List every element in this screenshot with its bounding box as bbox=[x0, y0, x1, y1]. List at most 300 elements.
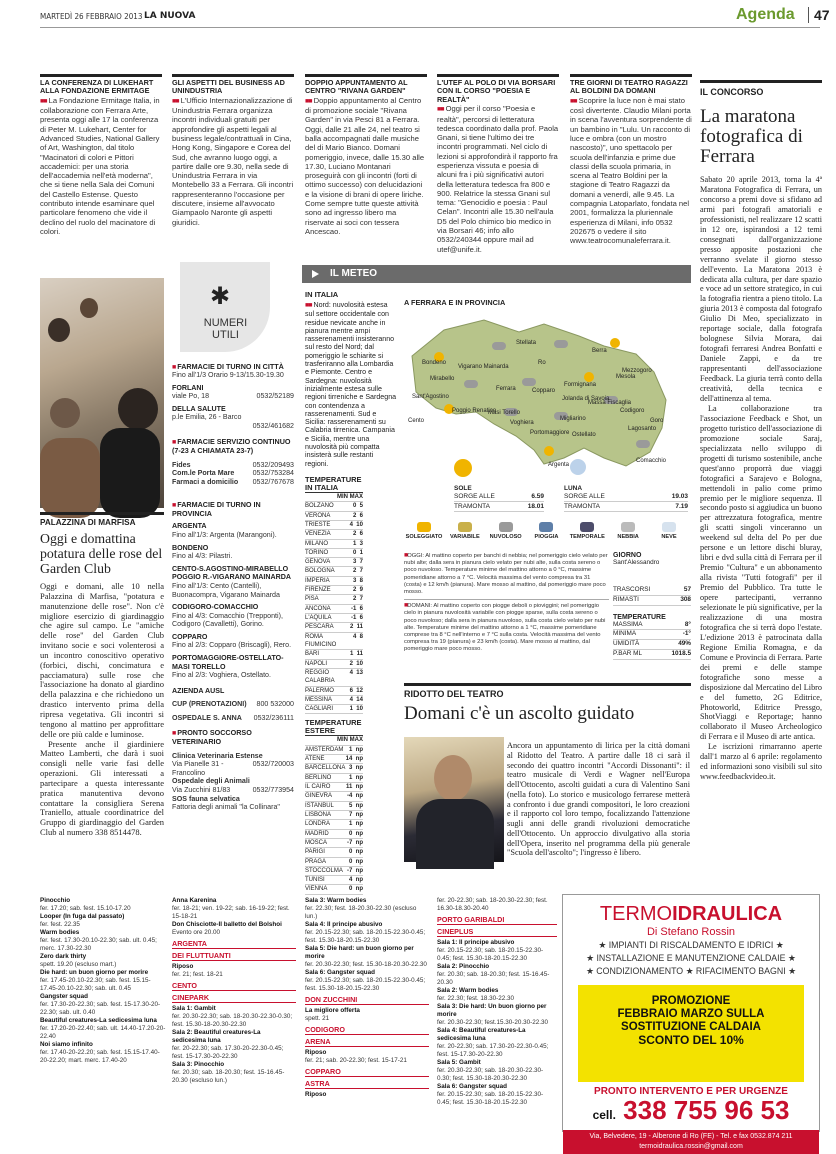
city-name: CAGLIARI bbox=[305, 706, 334, 713]
min-max: 2 7 bbox=[352, 568, 363, 575]
news-brief-2 bbox=[172, 74, 294, 227]
service-phone: 0532/767678 bbox=[252, 477, 294, 486]
temp-row bbox=[305, 549, 363, 558]
vet-name: Ospedale degli Animali bbox=[172, 777, 250, 786]
storm-icon bbox=[580, 522, 594, 532]
article-kicker: IL CONCORSO bbox=[700, 80, 822, 97]
city-label: Migliarino bbox=[560, 416, 586, 422]
min-max: 2 6 bbox=[352, 512, 363, 519]
film-title: Die hard: un buon giorno per morire bbox=[40, 969, 149, 976]
reading-label: MINIMA bbox=[613, 630, 637, 638]
min-max: 11 np bbox=[345, 784, 363, 790]
city-name: GENOVA bbox=[305, 559, 331, 566]
film-title: La migliore offerta bbox=[305, 1007, 360, 1014]
film-title: Sala 4: Beautiful creatures-La sedicesima luna bbox=[437, 1027, 526, 1042]
province-pharmacies bbox=[172, 522, 294, 680]
city-name: ANCONA bbox=[305, 605, 331, 612]
min-max: 4 10 bbox=[349, 521, 363, 528]
vet-row bbox=[172, 760, 294, 777]
ad-emergency: PRONTO INTERVENTO E PER URGENZE bbox=[594, 1086, 788, 1097]
temp-row bbox=[305, 502, 363, 511]
forecast-domani: ■DOMANI: Al mattino coperto con piogge deboli o pioviggini; nel pomeriggio cielo in pianura nuvolosità variabile con piogge sparse, sulla costa sereno o poco nuvoloso; dalla sera in pianura nuvoloso, sulla costa cielo velato per nubi alte. Temperature minime del mattino attorno a 1 °C, massime pomeridiane comprese tra 8 °C nell'interno e 7 °C sulla costa. Velocità massima del vento compresa tra 19 (pianura) e 23 km/h (costa). Mare mosso al mattino, dal pomeriggio mare poco mosso. bbox=[404, 599, 609, 653]
badge-label: NUMERI UTILI bbox=[203, 317, 248, 341]
city-name: FIRENZE bbox=[305, 587, 331, 594]
ausl-name: OSPEDALE S. ANNA bbox=[172, 714, 242, 723]
film-title: Riposo bbox=[172, 963, 194, 970]
meteo-italia bbox=[305, 290, 397, 895]
ad-owner: Di Stefano Rossin bbox=[646, 926, 736, 938]
concorso-article bbox=[700, 80, 822, 782]
news-brief-3 bbox=[305, 74, 427, 236]
showtimes: fer. 17.20-20-22.40; sab. ult. 14.40-17.20-20-22.40 bbox=[40, 1025, 166, 1040]
min-max: 6 12 bbox=[349, 687, 363, 694]
legend-label: PIOGGIA bbox=[534, 534, 559, 540]
moonrise-row: SORGE ALLE 19.03 bbox=[564, 493, 688, 500]
showtimes: fer. fest. 22.35 bbox=[40, 921, 80, 928]
legend-item bbox=[567, 520, 607, 552]
meteo-header: IL METEO bbox=[302, 265, 691, 283]
reading-row bbox=[613, 621, 691, 631]
showtimes: fer. 20.30; sab. 18-20.30; fest. 15-16.45-20.30 (escluso lun.) bbox=[172, 1069, 285, 1084]
showtimes: fer. 17.30-20-22.30; sab. fest. 15-17.30-20-22.30; sab. ult. 0.40 bbox=[40, 1001, 161, 1016]
meteo-provincia bbox=[404, 298, 687, 468]
showtimes: fer. 20.15-22.30; sab. 18-20.15-22.30-0.45; fest. 15.30-18-20.15-22.30 bbox=[437, 947, 544, 962]
sunny-icon bbox=[417, 522, 431, 532]
cinema-venue: ARGENTA bbox=[172, 940, 296, 949]
cloud-icon bbox=[464, 380, 478, 388]
min-max: -1 6 bbox=[350, 615, 363, 621]
city-name: MOSCA bbox=[305, 839, 328, 846]
city-name: NAPOLI bbox=[305, 660, 328, 667]
min-max: 4 13 bbox=[349, 669, 363, 676]
temp-row bbox=[305, 848, 363, 857]
cinema-venue: CINEPLUS bbox=[437, 928, 557, 937]
brief-title: DOPPIO APPUNTAMENTO AL CENTRO "RIVANA GARDEN" bbox=[305, 74, 427, 96]
vet-name: Fattoria degli animali "la Collinara" bbox=[172, 803, 280, 812]
garden-club-photo bbox=[40, 278, 164, 508]
service-phone: 0532/753284 bbox=[252, 469, 294, 478]
termoidraulica-ad bbox=[562, 894, 820, 1150]
article-paragraph: Sabato 20 aprile 2013, torna la 4ª Maratona Fotografica di Ferrara, un concorso a premi dove si sfidano ad armi pari fotografi amatoriali e professionisti, nel realizzare 12 scatti in 12 ore, ispirandosi a 12 temi consegnati dall'organizzazione presso apposite postazioni che verranno svelate il giorno stesso dell'evento. La Maratona 2013 è dedicata alla cultura, per dare spazio e voce ad un settore strategico, in cui la fotografia rientra a pieno titolo. La giuria 2013 è composta dal fotografo Giulio Di Meo, specializzato in reportage sociale, dalla fotografa bolognese Silvia Morara, dai fotografi ferraresi Andrea Bonfatti e Daniele Zappi, e da tre rappresentanti dell'associazione Feedback. La giuria terrà conto della creatività, della tecnica e dell'attinenza al tema. bbox=[700, 175, 822, 403]
legend-label: VARIABILE bbox=[449, 534, 480, 540]
sun-icon bbox=[544, 446, 554, 456]
city-label: Sant'Agostino bbox=[412, 394, 449, 400]
temp-row bbox=[305, 687, 363, 696]
city-name: PRAGA bbox=[305, 858, 327, 865]
minmax-col: MIN MAX bbox=[337, 737, 363, 744]
city-label: Copparo bbox=[532, 388, 556, 394]
vet-name: Clinica Veterinaria Estense bbox=[172, 751, 263, 760]
temp-row bbox=[305, 577, 363, 586]
days-passed: TRASCORSI 57 bbox=[613, 586, 691, 596]
film-title: Sala 1: Gambit bbox=[172, 1005, 216, 1012]
cinema-column bbox=[40, 897, 166, 1065]
temp-row bbox=[305, 746, 363, 755]
showtimes: fer. 17.20; sab. fest. 15.10-17.20 bbox=[40, 905, 131, 912]
district-name: ARGENTA bbox=[172, 522, 207, 531]
news-brief-4 bbox=[437, 74, 559, 254]
vet-row bbox=[172, 752, 294, 761]
ad-phone: cell. 338 755 96 53 bbox=[592, 1095, 790, 1125]
cloud-icon bbox=[522, 378, 536, 386]
ad-brand: TERMOIDRAULICA bbox=[599, 903, 783, 925]
min-max: 1 3 bbox=[352, 540, 363, 547]
cinema-venue: ASTRA bbox=[305, 1080, 429, 1089]
district-name: BONDENO bbox=[172, 543, 209, 552]
film-title: Sala 4: Il principe abusivo bbox=[305, 921, 383, 928]
city-label: Ro bbox=[538, 360, 546, 366]
temp-row bbox=[305, 876, 363, 885]
film-title: Gangster squad bbox=[40, 993, 88, 1000]
film-title: Sala 1: Il principe abusivo bbox=[437, 939, 515, 946]
cloud-icon bbox=[636, 440, 650, 448]
vet-row bbox=[172, 786, 294, 795]
min-max: 0 np bbox=[348, 858, 363, 865]
section-heading: ■ FARMACIE DI TURNO IN PROVINCIA bbox=[172, 500, 261, 519]
temp-row bbox=[305, 885, 363, 894]
promo-line: FEBBRAIO MARZO SULLA bbox=[617, 1008, 765, 1020]
min-max: -7 np bbox=[347, 839, 363, 846]
marfisa-article bbox=[40, 512, 164, 838]
showtimes: fer. 21; fest. 18-21 bbox=[172, 971, 223, 978]
min-max: 5 np bbox=[348, 802, 363, 809]
temperature-italia-table bbox=[305, 476, 363, 715]
article-kicker: PALAZZINA DI MARFISA bbox=[40, 512, 164, 527]
legend-item bbox=[526, 520, 566, 552]
showtimes: fer. fest. 17.30-20.10-22.30; sab. ult. 0.45; merc. 17.30-22.30 bbox=[40, 937, 157, 952]
reading-label: MASSIMA bbox=[613, 620, 643, 628]
cinema-venue: CENTO bbox=[172, 982, 296, 991]
reading-row bbox=[613, 640, 691, 650]
film-title: Pinocchio bbox=[40, 897, 71, 904]
vet-name: Via Pianelle 31 - Francolino bbox=[172, 760, 224, 777]
temp-row bbox=[305, 558, 363, 567]
min-max: 3 7 bbox=[352, 559, 363, 566]
cinema-column bbox=[172, 897, 296, 1085]
city-label: Mezzogoro bbox=[622, 368, 652, 374]
temp-row bbox=[305, 705, 363, 714]
city-label: Massa Fiscaglia bbox=[588, 400, 632, 406]
pharmacy-row: 0532/461682 bbox=[252, 421, 294, 430]
variable-icon bbox=[458, 522, 472, 532]
vet-phone: 0532/720003 bbox=[252, 760, 294, 769]
min-max: 3 8 bbox=[352, 577, 363, 584]
sun-times bbox=[404, 485, 544, 512]
city-name: BOLZANO bbox=[305, 503, 334, 510]
brief-body: ■■ Scoprire la luce non è mai stato così divertente. Claudio Milani porta in scena l'avventura sorprendente di un bambino in "Lulu. Un racconto di luce e ombra (con un mostro nascosto)", uno spettacolo per scuola dell'infanzia e prime due classi della scuola primaria, in scena al Teatro Boldini per la stagione di Teatro Ragazzi da domani a venerdì, alle 9.45. La compagnia Latoparlato, fondata nel 2001, formalizza la pluriennale esperienza di Milani, info 0532 202675 o vedere il sito www.teatrocomunaleferrara.it. bbox=[570, 95, 692, 246]
min-max: 0 5 bbox=[352, 503, 363, 510]
min-max: 3 np bbox=[348, 765, 363, 772]
min-max: 0 1 bbox=[352, 549, 363, 556]
pharmacy-name: DELLA SALUTE bbox=[172, 404, 226, 413]
min-max: 0 np bbox=[348, 849, 363, 856]
showtimes: fer. 20.30; sab. 18-20.30; fest. 15-16.45-20.30 bbox=[437, 971, 550, 986]
temp-row bbox=[305, 811, 363, 820]
city-name: TRIESTE bbox=[305, 521, 331, 528]
showtimes: fer. 22.30; fest. 18.30-22.30 bbox=[437, 995, 515, 1002]
article-headline: La maratona fotografica di Ferrara bbox=[700, 106, 803, 167]
ausl-row bbox=[172, 714, 294, 723]
city-label: Formignana bbox=[564, 382, 597, 388]
vet-name: Via Zucchini 81/83 bbox=[172, 786, 231, 794]
city-name: PESCARA bbox=[305, 624, 334, 631]
service-row bbox=[172, 469, 294, 478]
temp-row bbox=[305, 660, 363, 669]
city-label: Comacchio bbox=[636, 458, 667, 464]
city-name: LONDRA bbox=[305, 821, 331, 828]
film-title: Sala 3: Pinocchio bbox=[172, 1061, 225, 1068]
min-max: 4 np bbox=[348, 877, 363, 884]
article-paragraph: Oggi e domani, alle 10 nella Palazzina di Marfisa, "potatura e manutenzione delle rose". Non c'è migliore esercizio di giardinaggio che agire sul campo. Le "amiche delle rose" del Garden Club invitano socie e soci volenterosi a un incontro conoscitivo operativo (forbici, dischi, concimatura e pacciamatura) sulle rose che l'associazione ha donato al giardino della palazzina e che richiedono un drastico intervento prima della ripresa vegetativa. Gli incontri si tengono al mattino per approfittare delle ore più calde e luminose. bbox=[40, 581, 164, 739]
film-title: Sala 3: Warm bodies bbox=[305, 897, 367, 904]
legend-item bbox=[486, 520, 526, 552]
city-name: PARIGI bbox=[305, 849, 325, 856]
cloudy-icon bbox=[499, 522, 513, 532]
city-label: Poggio Renatico bbox=[452, 408, 497, 414]
cinema-venue: CODIGORO bbox=[305, 1026, 429, 1035]
ridotto-headline: Domani c'è un ascolto guidato bbox=[404, 703, 635, 724]
city-name: PALERMO bbox=[305, 687, 334, 694]
district-name: PORTOMAGGIORE-OSTELLATO-MASI TORELLO bbox=[172, 654, 284, 671]
service-name: Farmaci a domicilio bbox=[172, 477, 239, 486]
district-pharmacy: Fino all'1/3: Cento (Cantelli), Buonacompra, Vigarano Mainarda bbox=[172, 581, 280, 599]
min-max: 1 np bbox=[348, 774, 363, 781]
vet-row bbox=[172, 803, 294, 812]
legend-label: SOLEGGIATO bbox=[405, 534, 443, 540]
city-label: Vigarano Mainarda bbox=[458, 364, 509, 370]
city-label: Goro bbox=[650, 418, 664, 424]
sunrise-row: SORGE ALLE 6.59 bbox=[454, 493, 544, 500]
day-info bbox=[613, 552, 691, 660]
city-name: VIENNA bbox=[305, 886, 328, 893]
showtimes: fer. 20.30-22.30; fest. 15.30-18-20.30-22.30 bbox=[305, 961, 427, 968]
legend-item bbox=[404, 520, 444, 552]
saint-of-day: Sant'Alessandro bbox=[613, 559, 660, 566]
ad-service: ★ INSTALLAZIONE E MANUTENZIONE CALDAIE ★ bbox=[586, 953, 796, 963]
film-title: Zero dark thirty bbox=[40, 953, 87, 960]
reading-value: 8° bbox=[684, 620, 691, 628]
table-title: TEMPERATURE ESTERE bbox=[305, 718, 362, 736]
forecast-oggi: ■OGGI: Al mattino coperto per banchi di nebbia; nel pomeriggio cielo velato per nubi alte; dalla sera in pianura cielo velato per nubi alte, sulla costa sereno o poco nuvoloso. Temperature minime del mattino attorno a 0 °C, massime pomeridiane attorno a 7 °C. Velocità massima del vento compresa tra 31 (costa) e 12 km/h (pianura). Mare mosso al mattino, dal pomeriggio mare poco mosso. bbox=[404, 552, 608, 596]
reading-value: 49% bbox=[678, 640, 691, 648]
film-title: Riposo bbox=[305, 1049, 327, 1056]
temp-row bbox=[305, 512, 363, 521]
ausl-phone: 800 532000 bbox=[256, 700, 294, 709]
schedule: Fino all'1/3 Orario 9-13/15.30-19.30 bbox=[172, 371, 284, 379]
city-label: Ferrara bbox=[496, 386, 516, 392]
min-max: 4 8 bbox=[352, 633, 363, 640]
news-brief-1 bbox=[40, 74, 162, 236]
city-name: STOCCOLMA bbox=[305, 867, 343, 874]
district-pharmacy: Fino all'1/3: Argenta (Marangoni). bbox=[172, 530, 277, 539]
city-name: TUNISI bbox=[305, 877, 325, 884]
snow-icon bbox=[662, 522, 676, 532]
newspaper-name: LA NUOVA bbox=[144, 11, 196, 21]
temp-row bbox=[305, 858, 363, 867]
ausl-list bbox=[172, 700, 294, 722]
city-name: TORINO bbox=[305, 549, 329, 556]
temp-row bbox=[305, 764, 363, 773]
min-max: 4 14 bbox=[349, 696, 363, 703]
temp-row bbox=[305, 614, 363, 623]
city-name: GINEVRA bbox=[305, 793, 333, 800]
reading-row bbox=[613, 630, 691, 640]
sun-label: SOLE bbox=[454, 485, 472, 492]
cloud-icon bbox=[492, 342, 506, 350]
section-heading: AZIENDA AUSL bbox=[172, 686, 225, 695]
legend-item bbox=[649, 520, 689, 552]
temp-heading: TEMPERATURE bbox=[613, 613, 666, 621]
city-name: PISA bbox=[305, 596, 319, 603]
temp-row bbox=[305, 839, 363, 848]
city-name: BOLOGNA bbox=[305, 568, 335, 575]
min-max: 2 7 bbox=[352, 596, 363, 603]
temp-row bbox=[305, 595, 363, 604]
cinema-venue: DON ZUCCHINI bbox=[305, 996, 429, 1005]
moonset-row: TRAMONTA 7.19 bbox=[564, 503, 688, 510]
min-max: 0 np bbox=[348, 830, 363, 837]
legend-label: TEMPORALE bbox=[569, 534, 605, 540]
city-name: IL CAIRO bbox=[305, 784, 331, 790]
district-pharmacy: Fino al 4/3: Comacchio (Trepponti), Codigoro (Cavalletti), Gorino. bbox=[172, 611, 283, 629]
temp-row bbox=[305, 633, 363, 651]
service-name: Fides bbox=[172, 460, 191, 469]
film-title: Beautiful creatures-La sedicesima luna bbox=[40, 1017, 157, 1024]
brief-title: GLI ASPETTI DEL BUSINESS AD UNINDUSTRIA bbox=[172, 74, 294, 96]
temp-row bbox=[305, 802, 363, 811]
cinema-column bbox=[305, 897, 429, 1099]
ad-footer: Via, Belvedere, 19 - Alberone di Ro (FE) - Tel. e fax 0532.874 211 termoidraulica.rossin@gmail.com bbox=[563, 1130, 819, 1154]
service-name: Com.le Porta Mare bbox=[172, 469, 235, 478]
brief-body: ■■ Doppio appuntamento al Centro di promozione sociale "Rivana Garden" in via Pesci 81 a Ferrara. Oggi, dalle 21 alle 24, nel teatro si balla accompagnati dalle musiche del di Mario Bianco. Domani pomeriggio, invece, dalle 15.30 alle 17.30, Luciano Montanari proseguirà con gli incontri (forti di ottimo successo) con delucidazioni e la visione di brani di opere liriche. Come sempre tutte queste attività sono ad ingresso libero ma riservate ai soci con tessera Ancescao. bbox=[305, 95, 425, 236]
city-label: Bondeno bbox=[422, 360, 447, 366]
city-name: ATENE bbox=[305, 756, 325, 763]
cinema-venue: CINEPARK bbox=[172, 994, 296, 1003]
city-name: MESSINA bbox=[305, 696, 333, 703]
showtimes: fer. 17.40-20-22.20; sab. fest. 15.15-17.40-20-22.20; mart. merc. 17.40-20 bbox=[40, 1049, 160, 1064]
temp-row bbox=[305, 540, 363, 549]
min-max: 1 10 bbox=[349, 706, 363, 713]
film-title: Noi siamo infinito bbox=[40, 1041, 93, 1048]
district-name: CENTO-S.AGOSTINO-MIRABELLO POGGIO R.-VIGARANO MAINARDA bbox=[172, 564, 292, 582]
film-title: Sala 2: Pinocchio bbox=[437, 963, 490, 970]
moon-label: LUNA bbox=[564, 485, 583, 492]
section-heading: ■ FARMACIE SERVIZIO CONTINUO (7-23 A CHIAMATA 23-7) bbox=[172, 436, 291, 455]
pharmacy-row: viale Po, 18 0532/52189 bbox=[172, 392, 294, 401]
city-name: AMSTERDAM bbox=[305, 746, 344, 753]
showtimes: fer. 20-22.30; sab. 17.30-20-22.30-0.45; fest. 15-17.30-20-22.30 bbox=[172, 1045, 284, 1060]
reading-label: P.BAR ML bbox=[613, 649, 643, 657]
film-title: Anna Karenina bbox=[172, 897, 217, 904]
temp-row bbox=[305, 755, 363, 764]
temp-row bbox=[305, 521, 363, 530]
temp-row bbox=[305, 586, 363, 595]
showtimes: fer. 22.30; fest. 18-20.30-22.30 (escluso lun.) bbox=[305, 905, 417, 920]
city-label: Mesola bbox=[616, 374, 636, 380]
reading-label: UMIDITÀ bbox=[613, 640, 640, 648]
temperature-estere-table bbox=[305, 719, 363, 894]
showtimes: fer. 21; sab. 20-22.30; fest. 15-17-21 bbox=[305, 1057, 407, 1064]
table-head bbox=[305, 736, 363, 745]
city-label: Ostellato bbox=[572, 432, 596, 438]
minmax-col: MIN MAX bbox=[337, 493, 363, 500]
pharmacy-name: FORLANI bbox=[172, 383, 204, 392]
cinema-venue: COPPARO bbox=[305, 1068, 429, 1077]
brief-body: ■■ La Fondazione Ermitage Italia, in collaborazione con Ferrara Arte, presenta oggi alle 17 la conferenza di Peter M. Lukehart, Center for Advanced Studies, National Gallery of Art, Washington, dal titolo "Macinatori di colori e Pittori accademici: per una storia dell'accademia nell'età moderna", che si tiene nella Sala dei Comuni del Castello Estense. Questo contributo intende esaminare quel particolare fenomeno che vide il declino del ruolo del macinatore di colori. bbox=[40, 95, 160, 236]
forecast-text bbox=[404, 552, 609, 654]
temp-row bbox=[305, 623, 363, 632]
page-header bbox=[40, 6, 830, 28]
issue-date: MARTEDÌ 26 FEBBRAIO 2013 bbox=[40, 12, 143, 21]
service-row bbox=[172, 478, 294, 487]
reading-value: -1° bbox=[682, 630, 691, 638]
showtimes: fer. 20.15-22.30; sab. 18-20.15-22.30-0.45; fest. 15.30-18-20.15-22.30 bbox=[305, 929, 426, 944]
section-heading: ■ PRONTO SOCCORSO VETERINARIO bbox=[172, 727, 252, 746]
sun-icon bbox=[584, 372, 594, 382]
city-label: Cento bbox=[408, 418, 425, 424]
showtimes: fer. 20.15-22.30; sab. 18-20.15-22.30-0.45; fest. 15.30-18-20.15-22.30 bbox=[437, 1091, 544, 1106]
min-max: 2 10 bbox=[349, 660, 363, 667]
promo-line: SOSTITUZIONE CALDAIA bbox=[621, 1021, 761, 1033]
temp-row bbox=[305, 650, 363, 659]
service-row bbox=[172, 461, 294, 470]
ridotto-kicker: RIDOTTO DEL TEATRO bbox=[404, 683, 691, 699]
numeri-utili bbox=[172, 262, 294, 812]
district-pharmacy: Fino al 2/3: Voghiera, Ostellato. bbox=[172, 671, 271, 680]
city-name: ISTANBUL bbox=[305, 802, 334, 809]
legend-label: NEVE bbox=[661, 534, 677, 540]
cinema-venue: PORTO GARIBALDI bbox=[437, 916, 557, 925]
legend-label: NUVOLOSO bbox=[489, 534, 522, 540]
temp-row bbox=[305, 530, 363, 539]
city-name: BERLINO bbox=[305, 774, 332, 781]
showtimes: fer. 20.30-22.30; sab. 18-20.30-22.30-0.30; fest. 15.30-18-20.30-22.30 bbox=[172, 1013, 293, 1028]
city-label: Mirabello bbox=[430, 376, 455, 382]
vet-list bbox=[172, 752, 294, 812]
min-max: 14 np bbox=[345, 756, 363, 763]
city-name: LISBONA bbox=[305, 811, 332, 818]
min-max: -1 6 bbox=[350, 605, 363, 612]
cloud-icon bbox=[554, 340, 568, 348]
district-name: CODIGORO-COMACCHIO bbox=[172, 603, 259, 612]
section-heading: ■ FARMACIE DI TURNO IN CITTÀ bbox=[172, 362, 284, 371]
district-name: COPPARO bbox=[172, 632, 208, 641]
valentino-sani-photo bbox=[404, 737, 504, 862]
city-name: MILANO bbox=[305, 540, 329, 547]
city-label: Portomaggiore bbox=[530, 430, 570, 436]
showtimes: fer. 20-22.30; sab. 18-20.30-22.30; fest. 16.30-18.30-20.40 bbox=[437, 897, 548, 912]
film-title: Sala 5: Gambit bbox=[437, 1059, 481, 1066]
legend-item bbox=[445, 520, 485, 552]
showtimes: fer. 17.45-20.10-22.30; sab. fest. 15.15-17.45-20.10-22.30; sab. ult. 0.45 bbox=[40, 977, 151, 992]
service-phone: 0532/209493 bbox=[252, 460, 294, 469]
city-label: Masi Torello bbox=[488, 410, 520, 416]
city-label: Stellata bbox=[516, 340, 537, 346]
brief-title: LA CONFERENZA DI LUKEHART ALLA FONDAZIONE ERMITAGE bbox=[40, 74, 162, 96]
showtimes: fer. 20.30-22.30; fest.15.30-20.30-22.30 bbox=[437, 1019, 548, 1026]
min-max: 2 11 bbox=[349, 624, 363, 631]
min-max: 1 np bbox=[348, 821, 363, 828]
film-title: Don Chisciotte-Il balletto del Bolshoi bbox=[172, 921, 282, 928]
brief-body: ■■ Oggi per il corso "Poesia e realtà", percorsi di letteratura tedesca coordinato dalla prof. Paola Gnani, si tiene l'ultimo dei tre incontri programmati. Nel ciclo di lezioni si approfondirà il rapporto fra esperienza vissuta e poesia di alcuni fra i più significativi autori della letteratura tedesca fra 800 e 900. Relatrice la stessa Gnani sul tema: "Genocidio e poesia : Paul Celan". Incontri alle 15.30 nell'aula D5 del Polo chimico bio medico in via Borsari 46; info allo 0532/240344 oppure mail ad utef@unife.it. bbox=[437, 104, 559, 254]
fog-icon bbox=[621, 522, 635, 532]
showtimes: spett. 19.20 (escluso mart.) bbox=[40, 961, 117, 968]
city-name: IMPERIA bbox=[305, 577, 330, 584]
ausl-row bbox=[172, 700, 294, 709]
temp-readings bbox=[613, 621, 691, 660]
temp-row bbox=[305, 696, 363, 705]
film-title: Sala 5: Die hard: un buon giorno per morire bbox=[305, 945, 414, 960]
